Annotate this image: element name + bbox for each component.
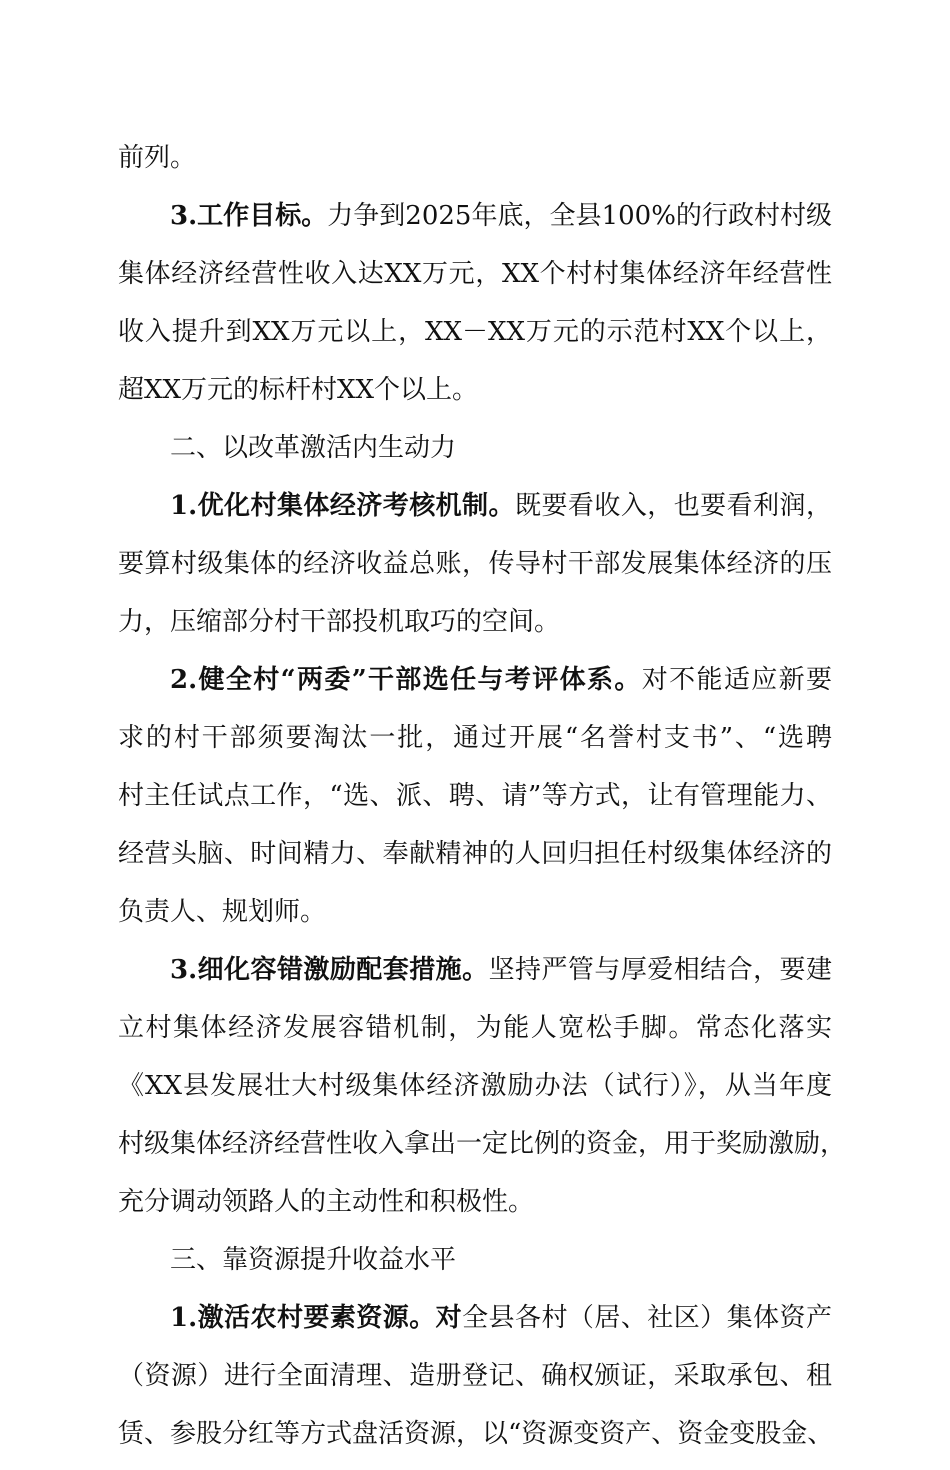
list-item-line <box>118 1296 832 1354</box>
paragraph-line: 力，压缩部分村干部投机取巧的空间。 <box>118 607 561 637</box>
list-item-line <box>118 194 832 252</box>
paragraph-line: 充分调动领路人的主动性和积极性。 <box>118 1187 535 1217</box>
paragraph-line: 村主任试点工作，“选、派、聘、请”等方式，让有管理能力、 <box>118 781 832 811</box>
item-text: 坚持严管与厚爱相结合，要建 <box>488 955 832 985</box>
paragraph-line: 前列。 <box>118 143 197 173</box>
item-title: 3.细化容错激励配套措施。 <box>170 955 489 985</box>
list-item-line <box>118 948 832 1006</box>
section-heading: 二、以改革激活内生动力 <box>170 433 457 463</box>
item-title: 3.工作目标。 <box>170 201 328 231</box>
item-text: 全县各村（居、社区）集体资产 <box>462 1303 832 1333</box>
paragraph-line: 收入提升到XX万元以上，XX－XX万元的示范村XX个以上， <box>118 317 832 347</box>
paragraph-line: 赁、参股分红等方式盘活资源，以“资源变资产、资金变股金、 <box>118 1419 834 1449</box>
paragraph-line: 经营头脑、时间精力、奉献精神的人回归担任村级集体经济的 <box>118 839 832 869</box>
list-item-line <box>118 658 832 716</box>
paragraph-line: 要算村级集体的经济收益总账，传导村干部发展集体经济的压 <box>118 549 832 579</box>
list-item-line <box>118 484 832 542</box>
item-title: 2.健全村“两委”干部选任与考评体系。 <box>170 665 642 695</box>
paragraph-line: 村级集体经济经营性收入拿出一定比例的资金，用于奖励激励， <box>118 1129 847 1159</box>
item-title: 1.优化村集体经济考核机制。 <box>170 491 516 521</box>
item-text: 既要看收入，也要看利润， <box>515 491 832 521</box>
item-text: 对不能适应新要 <box>641 665 832 695</box>
paragraph-line: 负责人、规划师。 <box>118 897 327 927</box>
paragraph-line: 超XX万元的标杆村XX个以上。 <box>118 375 479 405</box>
paragraph-line: 《XX县发展壮大村级集体经济激励办法（试行）》，从当年度 <box>118 1071 832 1101</box>
paragraph-line: 集体经济经营性收入达XX万元，XX个村村集体经济年经营性 <box>118 259 832 289</box>
paragraph-line: （资源）进行全面清理、造册登记、确权颁证，采取承包、租 <box>118 1361 832 1391</box>
paragraph-line: 求的村干部须要淘汰一批，通过开展“名誉村支书”、“选聘 <box>118 723 832 753</box>
paragraph-line: 立村集体经济发展容错机制，为能人宽松手脚。常态化落实 <box>118 1013 832 1043</box>
item-title: 1.激活农村要素资源。对 <box>170 1303 463 1333</box>
section-heading: 三、靠资源提升收益水平 <box>170 1245 457 1275</box>
item-text: 力争到2025年底，全县100%的行政村村级 <box>327 201 832 231</box>
